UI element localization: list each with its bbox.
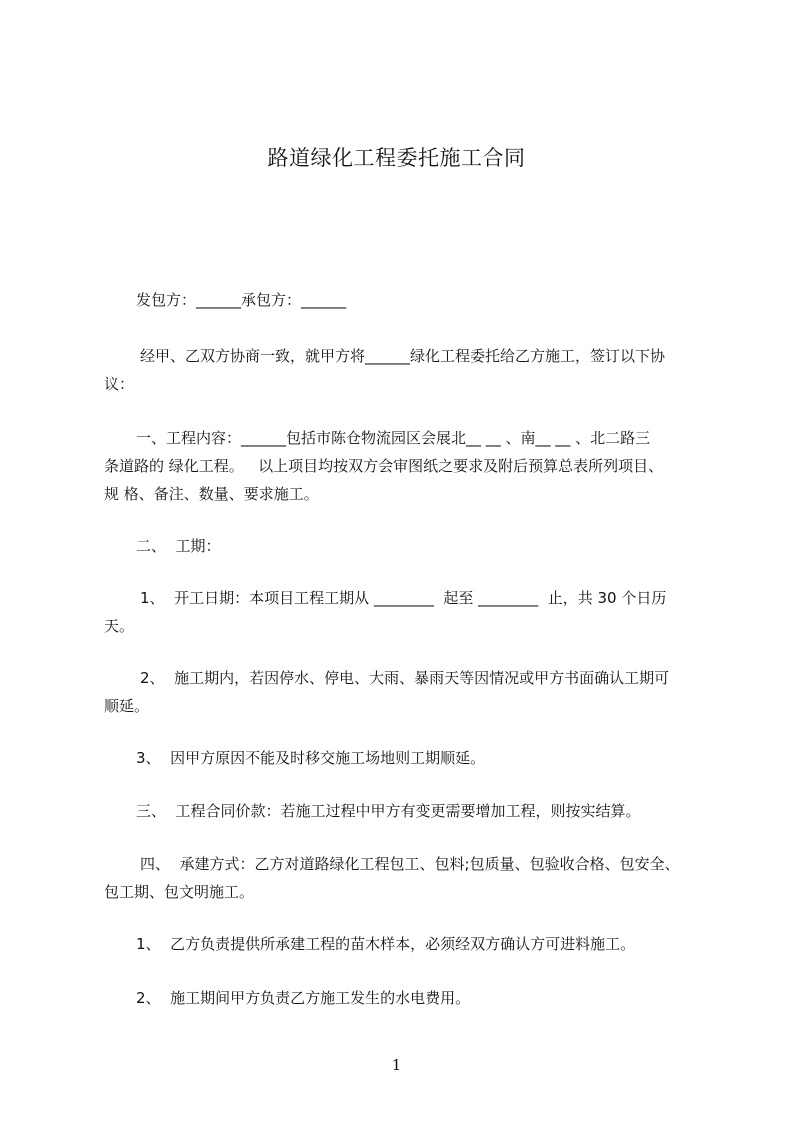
document-title: 路道绿化工程委托施工合同: [267, 146, 526, 170]
section2-item1-line-1: 1、 开工日期：本项目工程工期从 ________ 起至 ________ 止，共 30 个日历: [140, 589, 667, 607]
page-number: 1: [391, 1056, 402, 1074]
section2-item2-line-1: 2、 施工期内，若因停水、停电、大雨、暴雨天等因情况或甲方书面确认工期可: [140, 669, 670, 687]
section1-line-1: 一、工程内容：______包括市陈仓物流园区会展北__ __ 、南__ __ 、北二路三: [136, 429, 651, 447]
section3-line: 三、 工程合同价款：若施工过程中甲方有变更需要增加工程，则按实结算。: [136, 802, 641, 820]
intro-line-1: 经甲、乙双方协商一致，就甲方将______绿化工程委托给乙方施工，签订以下协: [140, 347, 666, 365]
parties-line: 发包方：______承包方：______: [136, 291, 347, 309]
section2-item2-line-2: 顺延。: [104, 697, 150, 715]
section4-item1: 1、 乙方负责提供所承建工程的苗木样本，必须经双方确认方可进料施工。: [136, 935, 636, 953]
section4-line-1: 四、 承建方式：乙方对道路绿化工程包工、包料;包质量、包验收合格、包安全、: [140, 855, 680, 873]
section4-item2: 2、 施工期间甲方负责乙方施工发生的水电费用。: [136, 989, 471, 1007]
section2-heading: 二、 工期：: [136, 537, 221, 555]
intro-line-2: 议：: [104, 375, 135, 393]
section2-item1-line-2: 天。: [104, 617, 135, 635]
section2-item3: 3、 因甲方原因不能及时移交施工场地则工期顺延。: [136, 749, 486, 767]
section1-line-3: 规 格、备注、数量、要求施工。: [104, 485, 319, 503]
section4-line-2: 包工期、包文明施工。: [104, 883, 255, 901]
section1-line-2: 条道路的 绿化工程。 以上项目均按双方会审图纸之要求及附后预算总表所列项目、: [104, 457, 664, 475]
